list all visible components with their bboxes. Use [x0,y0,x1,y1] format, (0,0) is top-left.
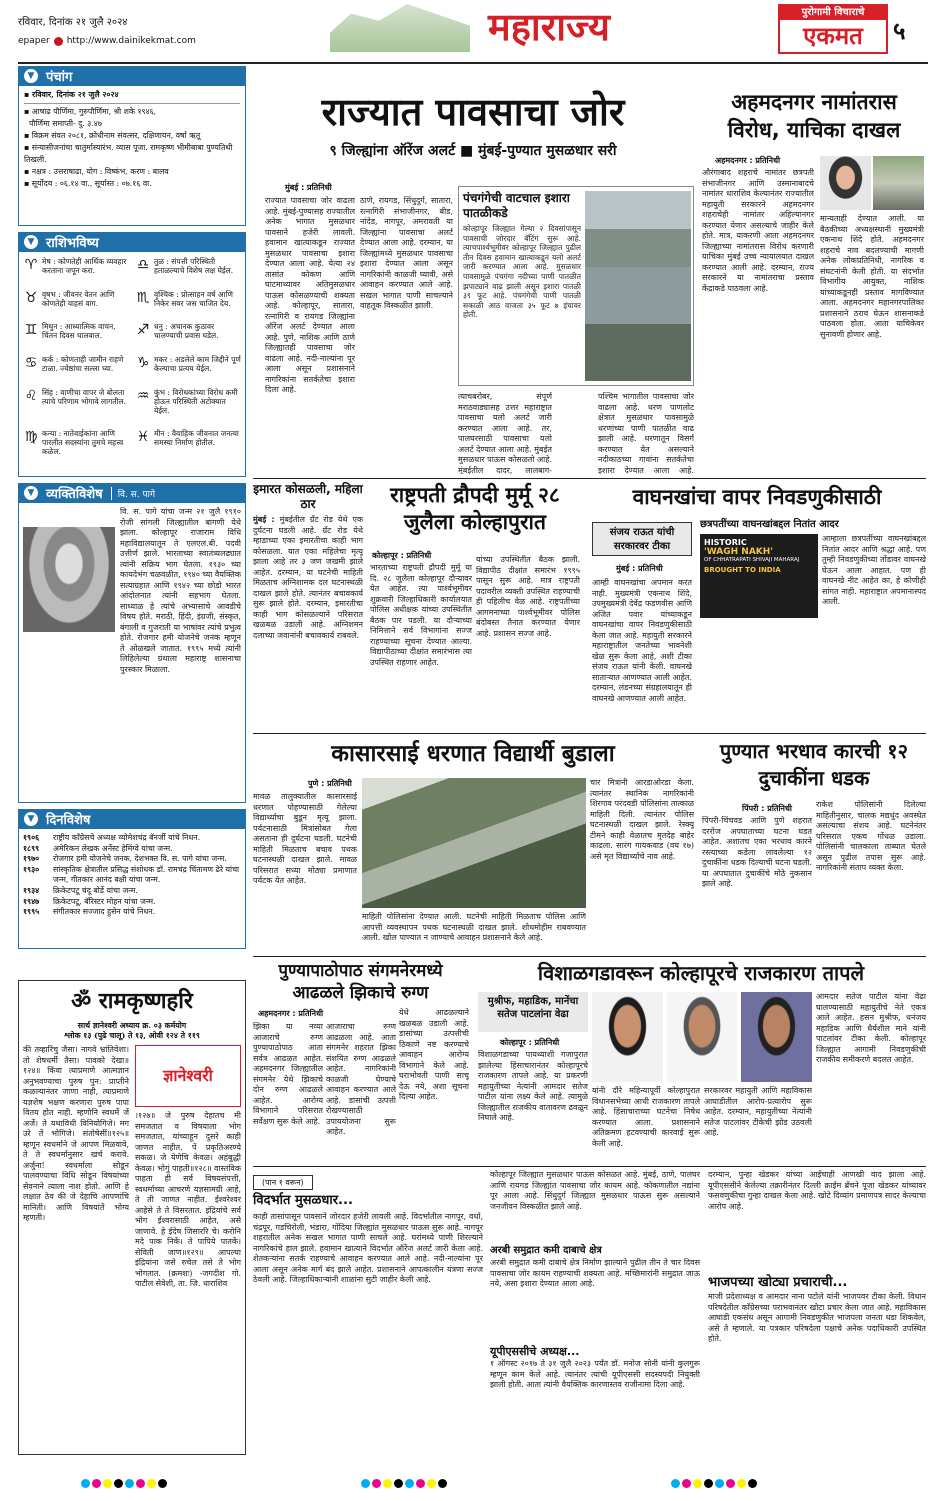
ramkrishnahari-col1: की तव्हारिंचु जैसा। नागवे भ्रांतिवेशा। तो शेषधर्मी तैसा। पावको देखा॥१२४॥ किंवा त्याप्रमाणे आत्मज्ञान अनुभवण्याचा पुरुष पुन: प्राप्तीने कळल्यानंतर जाणा नाही, त्याप्रमाणे यज्ञशेष भक्षण करणारा पुरुष पापा वितय होत नाही. म्हणोनि स्वधर्मे जें अर्जे। ते यथाविधी विनियोगिजे। मग उरे तें भोगिजे। संतोषेसीं॥१२५॥ म्हणून स्वधर्माने जे आपण मिळवावे, ते ते स्वधर्मानुसार खर्च करावे. अर्जुना! स्वधर्माला सोडून पालवण्याचा विधि सोडून विषयांच्या सेवनाने त्याला नाश होतो. आणि हे लक्षात ठेव की जे देहाचि आपणांचि मानिती। आणि विषयांतें भोग्य म्हणती। [23,1045,129,1222]
masthead-date: रविवार, दिनांक २१ जुलै २०२४ [18,17,128,28]
kasarsai-col1: मावळ तालुक्यातील कासारसाई धरणात पोहण्यासाठी गेलेल्या विद्यार्थ्याचा बुडून मृत्यू झाला. पर्यटनासाठी मित्रांसोबत गेला असताना ही दुर्घटना घडली. घटनेची माहिती मिळताच बचाव पथक घटनास्थळी दाखल झाले. मावळ परिसरात सध्या मोठ्या प्रमाणात पर्यटक येत आहेत. [253,792,357,885]
ahmednagar-col3: मान्यताही देण्यात आली. या बैठकीच्या अध्यक्षस्थानी मुख्यमंत्री एकनाथ शिंदे होते. अहमदनगर शहराचे नाव बदलण्याची मागणी अनेक लोकप्रतिनिधी, नागरिक व संघटनांनी केली होती. या संदर्भात विभागीय आयुक्त, नाशिक यांच्याकडूनही प्रस्ताव मागविण्यात आला. अहमदनगर महानगरपालिका प्रशासनाने ठराव घेऊन शासनाकडे पाठवला होता. आता याचिकेवर सुनावणी होणार आहे. [820,214,924,339]
chevron-down-icon: ▼ [24,235,38,249]
building-text: मुंबई : मुंबईतील ग्रँट रोड येथे एक दुर्घटना घडली आहे. ग्रँट रोड येथे म्हाडाच्या एका इमारतीचा काही भाग कोसळला. यात एका महिलेचा मृत्यू झाला आहे तर ३ जण जखमी झाले आहेत. दरम्यान, या घटनेची माहिती मिळताच अग्निशामक दल घटनास्थळी दाखल झाले होते. त्यानंतर बचावकार्य सुरू झाले होते. दरम्यान, इमारतीचा काही भाग कोसळल्याने परिसरात खळबळ उडाली आहे. अग्निशमन दलाच्या जवानांनी बचावकार्य राबवले. [253,515,363,640]
masthead-rule [18,62,928,64]
kasarsai-col2: माहिती पोलिसांना देण्यात आली. घटनेची माहिती मिळताच पोलिस आणि आपत्ती व्यवस्थापन पथक घटनास्थळी दाखल झाले. शोधमोहीम राबवण्यात आली. खोल पाण्यात न जाण्याचे आवाहन प्रशासनाने केले आहे. [362,912,586,942]
konkan-text: कोल्हापूर जिल्ह्यात मुसळधार पाऊस कोसळत आहे. मुंबई, ठाणे, पालघर आणि रायगड जिल्ह्यांत पावसाचा जोर कायम आहे. कोकणातील नद्यांना पूर आला आहे. सिंधुदुर्ग जिल्ह्यात मुसळधार पाऊस सुरू असल्याने जनजीवन विस्कळीत झाले आहे. [490,1170,700,1211]
panchganga-box [458,186,694,386]
rashi-item: ♈ मेष : कोणतेही आर्थिक व्यवहार करताना जपून करा. [24,257,127,275]
website-link[interactable]: http://www.dainikekmat.com [66,36,196,46]
panchang-line: ▪ नक्षत्र : उत्तराषाढा, योग : विष्कंभ, करण : बालव [24,167,169,176]
poster-line: HISTORIC [704,538,747,547]
panchang-line: ▪ विक्रम संवत २०८१, क्रोधीनाम संवत्सर, दक्षिणायन, वर्षा ऋतू [24,131,201,140]
dinvishesh-header [18,809,246,829]
dnyaneshwari-logo: ज्ञानेश्वरी [135,1045,241,1107]
lead-col1b: ठाणे, रायगड, सिंधुदुर्ग, सातारा, रत्नागिरी संभाजीनगर, बीड, नांदेड, नागपूर, अमरावती या जिल्ह्यांना पावसाचा अलर्ट देण्यात आला आहे. दरम्यान, या जिल्ह्यांमध्ये मुसळधार पावसाचा इशारा देण्यात आला असून नागरिकांनी काळजी घ्यावी, असे आवाहन करण्यात आले आहे. सखल भागात पाणी साचल्याने वाहतूक विस्कळीत झाली. [360,196,453,310]
dinvishesh-title: दिनविशेष [46,813,91,828]
section-divider [253,478,926,479]
vyakti-author: वि. स. पागे [111,487,155,500]
vishalgad-byline: कोल्हापूर : प्रतिनिधी [500,1038,560,1047]
panchang-date: ▪ रविवार, दिनांक २१ जुलै २०२४ [24,89,240,104]
ramkrishnahari-subtitle2: श्लोक १३ (पुढे चालू) ते १३, ओवी १२४ ते ११९ [64,1031,200,1040]
rashi-item: ♌ सिंह : वाणीचा वापर जे बोलता त्याचे परिणाम भोगावे लागतील. [24,387,126,406]
waghnakh-headline: वाघनखांचा वापर निवडणुकीसाठी [632,485,882,509]
murmu-byline: कोल्हापूर : प्रतिनिधी [372,551,432,560]
ramkrishnahari-title: ॐ रामकृष्णहरि [71,989,193,1014]
sangamner-col3: येथे आढळल्याने खळबळ उडाली आहे. डासांच्या उत्पत्तीची ठिकाणे नष्ट करण्याचे आवाहन आरोग्य विभागाने केले आहे. घराभोवती पाणी साचू देऊ नये, अशा सूचना दिल्या आहेत. [399,1008,469,1101]
brand-name: एकमत [803,22,863,50]
vishalgad-col3: सरकारवर महायुती आणि महाविकास आघाडीतील आरोप-प्रत्यारोप सुरू आहेत. दरम्यान, महायुतीच्या नेत्यांनी सतेज पाटलांवर टीकेची झोड उठवली आहे. [704,1086,812,1137]
city-sign-photo [873,156,924,210]
panchang-box [18,86,246,226]
murmu-story [370,482,580,536]
politician-photo [741,992,812,1082]
poster-line: BROUGHT TO INDIA [704,566,781,574]
bjp-text: माजी प्रदेशाध्यक्ष व आमदार नाना पटोले यांनी भाजपवर टीका केली. विधान परिषदेतील कॉंग्रेसच्या पराभवानंतर खोटा प्रचार केला जात आहे. महाविकास आघाडी एकसंध असून आगामी निवडणुकीत भाजपला जनता धडा शिकवेल, असे ते म्हणाले. या पत्रकार परिषदेला पक्षाचे अनेक पदाधिकारी उपस्थित होते. [708,1292,926,1343]
ramkrishnahari-subtitle: सार्थ ज्ञानेश्वरी अध्याय क्र. ०३ कर्मयोग [77,1021,187,1030]
section-divider [253,733,926,734]
sangamner-headline: पुण्यापाठोपाठ संगमनेरमध्ये आढळले झिकाचे रुग्ण [278,961,443,1003]
vishalgad-col2: यांनी दौरे महिन्यापूर्वी कोल्हापुरात विधानसभेच्या आधी राजकारण तापले आहे. हिंसाचाराच्या घटनेचा निषेध करण्यात आला. प्रशासनाने अतिक्रमण हटवण्याची कारवाई सुरू केली आहे. [592,1086,700,1148]
vyakti-text: वि. स. पागे यांचा जन्म २१ जुलै १९१० रोजी सांगली जिल्ह्यातील बागणी येथे झाला. कोल्हापूर राजाराम विधि महाविद्यालयातून ते एलएल.बी. पदवी उत्तीर्ण झाले. भारताच्या स्वातंत्र्यलढ्यात त्यांनी सक्रिय भाग घेतला. १९३० च्या कायदेभंग चळवळीत, १९४० च्या वैयक्तिक सत्याग्रहात आणि १९४२ च्या छोडो भारत आंदोलनात त्यांनी सहभाग घेतला. साध्याळ हे त्यांचे अभ्यासाचे आवडीचे विषय होते. मराठी, हिंदी, इंग्रजी, संस्कृत, बंगाली व गुजराती या भाषांवर त्यांचे प्रभुत्व होते. रोजगार हमी योजनेचे जनक म्हणून ते ओळखले जातात. १९९५ मध्ये त्यांनी लिहिलेल्या ग्रंथाला महाराष्ट्र शासनाचा पुरस्कार मिळाला. [120,507,241,674]
poster-line: 'WAGH NAKH' [704,547,774,557]
lead-story [253,88,693,162]
lead-byline: मुंबई : प्रतिनिधी [285,183,332,192]
vidarbha-story [253,1170,483,1455]
flood-photo [585,191,691,381]
poster-line: OF CHHATRAPATI SHIVAJI MAHARAJ [704,557,800,563]
ahmednagar-photos [820,156,924,210]
sangamner-col1: झिका या नव्या आजाराचे रुग्ण पुण्यापाठोपाठ आता सर्वत्र आढळत आहेत. अहमदनगर जिल्ह्यातील संगमनेर येथे झिकाचे दोन रुग्ण आढळले आहेत. आरोग्य विभागाने परिसरात सर्वेक्षण सुरू केले आहे. [253,1022,323,1126]
ahmednagar-byline: अहमदनगर : प्रतिनिधी [715,156,781,165]
virgo-icon: ♍ [24,429,38,446]
dinvishesh-item: १९४७ क्रिकेटपटू, बॅरिस्टर मोहन यांचा जन्म. [23,896,156,906]
chevron-down-icon: ▼ [24,486,38,500]
murmu-col1: भारताच्या राष्ट्रपती द्रौपदी मुर्मू या दि. २८ जुलैला कोल्हापूर दौऱ्यावर येत आहेत. त्या पार्श्वभूमीवर शुक्रवारी जिल्हाधिकारी कार्यालयात पोलिस अधीक्षक यांच्या उपस्थितीत बैठक पार पडली. या दौऱ्याच्या निमित्ताने सर्व विभागांना सज्ज राहण्याच्या सूचना देण्यात आल्या. विद्यापीठाच्या दीक्षांत समारंभास त्या उपस्थित राहणार आहेत. [370,563,472,667]
vyakti-portrait [23,527,115,632]
konkan-story [490,1170,700,1455]
lead-col3: त्याचबरोबर, संपूर्ण मराठवाड्यासह उत्तर महाराष्ट्रात पावसाचा यलो अलर्ट जारी करण्यात आला आहे. तर, पालघरसाठी पावसाचा यलो अलर्ट देण्यात आला आहे. मुंबईत मुसळधार पाऊस कोसळतो आहे. मुंबईतील दादर, लालबाग- [458,392,552,474]
taurus-icon: ♉ [24,289,38,306]
murmu-headline: राष्ट्रपती द्रौपदी मुर्मू २८ जुलैला कोल्हापुरात [390,483,560,534]
panchang-line: ▪ आषाढ पौर्णिमा, गुरुपौर्णिमा, श्री शके १९४६, [24,107,157,116]
waghnakh-subhead: छत्रपतींच्या वाघनखांबद्दल नितांत आदर [700,519,839,530]
vyakti-box [18,503,246,803]
masthead [0,0,945,62]
panchganga-headline: पंचगंगेची वाटचाल इशारा पातळीकडे [463,191,570,220]
konkan-subhead1: अरबी समुद्रात कमी दाबाचे क्षेत्र [490,1245,602,1256]
rashi-item: ♊ मिथुन : आध्यात्मिक वाचन, चिंतन दिवस घालवाल. [24,322,116,341]
vishalgad-photos [592,992,812,1082]
scorpio-icon: ♏ [136,289,150,306]
continued-label: (पान १ वरून) [253,1175,313,1190]
capricorn-icon: ♑ [136,354,150,371]
sagittarius-icon: ♐ [136,322,150,339]
rashi-item: ♏ वृश्चिक : प्रोत्साहन वर्ष आणि निकेर सवर जस चाजित देय. [136,289,233,308]
konkan-sub2-text: १ ऑगस्ट २०१७ ते ३१ जुलै २०२३ पर्यंत डॉ. मनोज सोनी यांनी कुलगुरू म्हणून काम केले आहे. त्यानंतर त्यांची यूपीएससी सदस्यपदी नियुक्ती झाली होती. आता त्यांनी वैयक्तिक कारणास्तव राजीनामा दिला आहे. [490,1359,700,1389]
section-title: महाराज्य [488,5,610,49]
rashi-title: राशिभविष्य [46,236,99,251]
rashi-item: ♓ मीन : वैवाहिक जीवनात जनत्या समस्या निर्माण होतील. [136,429,239,448]
pisces-icon: ♓ [136,429,150,446]
ahmednagar-headline: अहमदनगर नामांतरास विरोध, याचिका दाखल [727,90,901,142]
masthead-url-line [18,36,318,46]
building-collapse-story [253,482,363,728]
ahmednagar-story [702,88,926,144]
waghnakh-col1: आम्ही वाघनखांचा अपमान करत नाही. मुख्यमंत्री एकनाथ शिंदे, उपमुख्यमंत्री देवेंद्र फडणवीस आणि अजित पवार यांच्याकडून वाघनखांचा वापर निवडणुकीसाठी केला जात आहे. महायुती सरकारने महाराष्ट्रातील जनतेच्या भावनेशी खेळ सुरू केला आहे, अशी टीका संजय राऊत यांनी केली. वाघनखे साताऱ्यात आणण्यात आली आहेत. दरम्यान, लंडनच्या संग्रहालयातून ही वाघनखे आणण्यात आली आहेत. [592,578,692,703]
bhardhav-story [702,738,926,792]
bjp-story [708,1170,926,1455]
aries-icon: ♈ [24,257,38,273]
page-number: ५ [893,17,906,45]
epaper-label: epaper [18,36,50,46]
lead-subhead: ९ जिल्ह्यांना ऑरेंज अलर्ट ■ मुंबई-पुण्यात मुसळधार सरी [329,143,617,159]
left-column [18,66,246,949]
chevron-down-icon: ▼ [24,812,38,826]
bhardhav-col2: राकेश पोलिसांनी दिलेल्या माहितीनुसार, चालक मद्यधुंद अवस्थेत असल्याचा संशय आहे. घटनेनंतर परिसरात एकच गोंधळ उडाला. पोलिसांनी चालकाला ताब्यात घेतले असून पुढील तपास सुरू आहे. नागरिकांनी संताप व्यक्त केला. [816,800,926,872]
dam-rescue-photo [362,778,586,908]
waghnakh-poster [700,534,818,618]
politician-photo [820,156,871,210]
maharashtra-map-graphic [330,4,470,52]
gemini-icon: ♊ [24,322,38,339]
panchang-line: पौर्णिमा समाप्ती- दु. ३.४७ [28,119,102,128]
vidarbha-headline: विदर्भात मुसळधार... [253,1193,353,1208]
dinvishesh-item: १९०६ राष्ट्रीय काँग्रेसचे अध्यक्ष व्योमेशचंद्र बॅनर्जी यांचे निधन. [23,833,201,842]
libra-icon: ♎ [136,257,150,273]
kasarsai-byline: पुणे : प्रतिनिधी [308,779,352,788]
konkan-sub1-text: अरबी समुद्रात कमी दाबाचे क्षेत्र निर्माण झाल्याने पुढील तीन ते चार दिवस पावसाचा जोर कायम राहण्याची शक्यता आहे. मच्छिमारांनी समुद्रात जाऊ नये, असा इशारा देण्यात आला आहे. [490,1258,700,1288]
bhardhav-col1: पिंपरी-चिंचवड आणि पुणे शहरात दररोज अपघाताच्या घटना घडत आहेत. अशातच एका भरधाव कारने रस्त्याच्या कडेला लावलेल्या १२ दुचाकींना धडक दिल्याची घटना घडली. या अपघातात दुचाकींचे मोठे नुकसान झाले आहे. [702,816,812,888]
vishalgad-callout: मुश्रीफ, महाडिक, मानेंचा सतेज पाटलांना वेढा [478,992,588,1032]
leo-icon: ♌ [24,387,38,404]
politician-photo [592,992,663,1082]
rashi-item: ♐ धनु : अचानक कुठावर चालण्याची प्रवास घडेल. [136,322,219,341]
dinvishesh-item: १९३० सांस्कृतिक क्षेत्रातील प्रसिद्ध संशोधक डॉ. रामचंद्र चिंतामण ढेरे यांचा जन्म, गीतकार आनंद बक्षी यांचा जन्म. [23,864,240,885]
waghnakh-subhead-wrap [700,518,926,531]
section-divider [253,1166,926,1167]
bhardhav-headline: पुण्यात भरधाव कारची १२ दुचाकींना धडक [719,739,909,790]
dinvishesh-item: १९७० रोजगार हमी योजनेचे जनक, देशभक्त वि. स. पागे यांचा जन्म. [23,854,227,864]
politician-photo [667,992,738,1082]
brand-tagline: पुरोगामी विचाराचे [780,6,886,20]
panchang-title: पंचांग [46,70,73,85]
rashi-item: ♒ कुंभ : विरोधकांच्या विरोध कमी होऊन परिस्थिती अटोक्यात येईल. [136,387,238,415]
kasarsai-headline: कासारसाई धरणात विद्यार्थी बुडाला [331,741,615,767]
panchganga-text: कोल्हापूर जिल्ह्यात गेल्या २ दिवसांपासून पावसाची जोरदार बॅटिंग सुरू आहे. त्याचपार्श्वभूमीवर कोल्हापूर जिल्ह्यात पुढील तीन दिवस हवामान खात्याकडून यलो अलर्ट जारी करण्यात आला आहे. मुसळधार पावसामुळे पंचगंगा नदीच्या पाणी पातळीत झपाट्याने वाढ झाली असून इशारा पातळी ३९ फूट आहे. पंचगंगेची पाणी पातळी सकाळी आठ वाजता ३५ फूट ७ इंचावर होती. [463,224,581,320]
section-divider [253,956,926,957]
vishalgad-story [476,960,926,986]
panchang-line: ▪ सूर्योदय : ०६.१४ वा., सूर्यास्त : ०७.१६ वा. [24,179,152,188]
rashi-item: ♎ तुळ : संपत्ती परिस्थिती हताळल्याचे विशेष लक्ष घेईल. [136,257,234,275]
registration-marks-right [670,1473,758,1492]
lead-col4: पश्चिम भागातील पावसाचा जोर वाढला आहे. धरण पाणलोट क्षेत्रात मुसळधार पावसामुळे धरणांच्या पाणी पातळीत वाढ झाली आहे. धरणातून विसर्ग करण्यात येत असल्याने नदीकाठच्या गावांना सतर्कतेचा इशारा देण्यात आला आहे. [598,392,694,474]
sangamner-col2: आजाराचा रुग्ण आढळला आहे. आता संगमनेर शहरात झिका संशयित रुग्ण आढळले आहेत. नागरिकांनी काळजी घेण्याचे आवाहन करण्यात आले आहे. डासांची उत्पत्ती रोखण्यासाठी उपाययोजना सुरू आहेत. [326,1022,396,1136]
vidarbha-text: काही तासांपासून पावसाने जोरदार हजेरी लावली आहे. विदर्भातील नागपूर, वर्धा, चंद्रपूर, गडचिरोली, भंडारा, गोंदिया जिल्ह्यांत मुसळधार पाऊस सुरू आहे. नागपूर शहरातील अनेक सखल भागात पाणी साचले आहे. घरांमध्ये पाणी शिरल्याने नागरिकांचे हाल झाले. हवामान खात्याने विदर्भात ऑरेंज अलर्ट जारी केला आहे. शेतकऱ्यांना सतर्क राहण्याचे आवाहन करण्यात आले आहे. नदी-नाल्यांना पूर आला असून अनेक मार्ग बंद झाले आहेत. प्रशासनाने आपत्कालीन यंत्रणा सज्ज ठेवली आहे. जिल्हाधिकाऱ्यांनी शाळांना सुटी जाहीर केली आहे. [253,1212,483,1284]
globe-icon [54,37,63,46]
panchang-line: ▪ संन्यासीजनांचा चातुर्मास्यारंभ. व्यास पूजा. रामकृष्ण भीमीबाबा पुण्यतिथी तिखली. [24,143,233,164]
cancer-icon: ♋ [24,354,38,371]
ramkrishnahari-col2: ।१२७॥ जे पुरुष देहातच मी समजतात व विषयाला भोग समजतात, यांच्याहून दुसरे काही जाणत नाहीत. पें प्रकृतिअरण्ये सकळ। जे येणेचि केवळ। अहंबुद्धी केवळ। भोगुं पाहती॥१२८॥ वास्तविक पाहता ही सर्व विषयसंपत्ती, स्वधर्माच्या आचरणे यज्ञसामग्री आहे, ते ती जाणत नाहीत. ईश्वरेश्वर आहेसे ते ते विसरतात. इंद्रियांचे सर्व भोग ईश्वरासाठी आहेत, असे जाणावे. हे ईदेष जिसाररि चे। करोनि मदे पाक निकें। ते पापिये पातकें। सेविती जाण॥१२९॥ आपल्या इंद्रियांना जसे रुचेल तसे ते भोग भोगतात. (क्रमशः) -जगदीश गो. पाटील सेवेशी, ता. जि. धाराशिव [135,1111,241,1288]
ramkrishnahari-box [18,980,246,1455]
dinvishesh-item: १९९५ संगीतकार सज्जाद हुसेन यांचे निधन. [23,907,156,917]
vyakti-header [18,483,246,503]
murmu-col2: यांच्या उपस्थितीत बैठक झाली. विद्यापीठ दीक्षांत समारंभ १९९५ पासून सुरू आहे. मात्र राष्ट्रपती पदावरील व्यक्ती उपस्थित राहण्याची ही पहिलीच वेळ आहे. राष्ट्रपतींच्या आगमनाच्या पार्श्वभूमीवर पोलिस बंदोबस्त तैनात करण्यात येणार आहे. प्रशासन सज्ज आहे. [476,555,580,638]
bjp-headline: भाजपच्या खोट्या प्रचाराची... [708,1275,848,1290]
kasarsai-col3: चार मित्रांनी आरडाओरडा केला. त्यानंतर स्थानिक नागरिकांनी शिरगाव परंदवडी पोलिसांना तात्काळ माहिती दिली. त्यानंतर पोलिस घटनास्थळी दाखल झाले. रेस्क्यू टीमने काही वेळातच मृतदेह बाहेर काढला. सारंग गायकवाड (वय १७) असे मृत विद्यार्थ्याचे नाव आहे. [590,778,694,861]
ahmednagar-col1: औरंगाबाद शहराचे नामांतर छत्रपती संभाजीनगर आणि उस्मानाबादचे नामांतर धाराशिव केल्यानंतर राज्यातील महायुती सरकारने अहमदनगर शहराचेही नामांतर अहिल्यानगर करण्यात येणार असल्याचे जाहीर केले होते. मात्र, याकरणी आता अहमदनगर जिल्ह्याच्या नामांतरास विरोध करणारी याचिका मुंबई उच्च न्यायालयात दाखल करण्यात आली आहे. दरम्यान, राज्य सरकारने या नामांतराचा प्रस्ताव केंद्राकडे पाठवला आहे. [702,168,814,293]
rashi-box [18,252,246,477]
vishalgad-col4: आमदार सतेज पाटील यांना वेढा घालण्यासाठी महायुतीचे नेते एकत्र आले आहेत. हसन मुश्रीफ, धनंजय महाडिक आणि धैर्यशील माने यांनी पाटलांवर टीका केली. कोल्हापूर जिल्ह्यात आगामी निवडणुकीची राजकीय समीकरणे बदलत आहेत. [816,992,926,1064]
vyakti-title: व्यक्तिविशेष [46,487,103,502]
sangamner-story [253,960,468,1004]
lead-headline: राज्यात पावसाचा जोर [321,90,625,134]
registration-marks-left [80,1473,168,1492]
konkan-subhead2: यूपीएससीचे अध्यक्ष... [490,1345,580,1358]
waghnakh-sub-text: आम्हाला छत्रपतींच्या वाघनखांबद्दल नितांत आदर आणि श्रद्धा आहे. पण तुम्ही निवडणुकीच्या तोंडावर वाघनखे घेऊन आला आहात. पण ही वाघनखे नीट आहेत का, हे कोणीही सांगत नाही. महाराष्ट्रात अपमानास्पद आली. [822,534,926,606]
vishalgad-headline: विशाळगडावरून कोल्हापूरचे राजकारण तापले [537,961,865,985]
waghnakh-byline: मुंबई : प्रतिनिधी [616,564,663,573]
building-headline: इमारत कोसळली, महिला ठार [253,482,363,511]
brand-logo [778,4,888,54]
rashi-item: ♋ कर्क : कोणताही जामीन राहणे टाळा. ज्येष्ठांचा सल्ला घ्या. [24,354,124,373]
waghnakh-story [588,482,926,512]
waghnakh-col2 [700,622,926,728]
dinvishesh-box [18,829,246,949]
bhardhav-byline: पिंपरी : प्रतिनिधी [742,804,792,813]
rashi-item: ♑ मकर : अडलेले काम जिद्दीने पूर्ण केल्याचा प्रत्यय येईल. [136,354,241,373]
rashi-item: ♉ वृषभ : जीवनर वेतन आणि कोणतेही याहसं वाग. [24,289,115,308]
rashi-item: ♍ कन्या : नातेवाईकांना आणि पारलीत सदस्यांना तुमचे महत्त्व कळेल. [24,429,124,457]
sangamner-byline: अहमदनगर : प्रतिनिधी [258,1009,324,1018]
dinvishesh-item: १९३४ क्रिकेटपटू चंदू बोर्डे यांचा जन्म. [23,885,138,895]
vishalgad-col1: विशाळगडाच्या पायथ्याशी गजापुरात झालेल्या हिंसाचारानंतर कोल्हापूरचे राजकारण तापले आहे. या प्रकरणी महायुतीच्या नेत्यांनी आमदार सतेज पाटील यांना लक्ष्य केले आहे. त्यामुळे जिल्ह्यातील राजकीय वातावरण ढवळून निघाले आहे. [478,1050,588,1122]
rashi-header [18,232,246,252]
panchang-header [18,66,246,86]
chevron-down-icon: ▼ [24,69,38,83]
lead-col1: राज्यात पावसाचा जोर वाढला आहे. मुंबई-पुण्यासह राज्यातील अनेक भागात मुसळधार पावसाने हजेरी लावली. हवामान खात्याकडून राज्यात मुसळधार पावसाचा इशारा देण्यात आला आहे. येत्या २४ तासांत कोकण आणि घाटमाथ्यावर अतिमुसळधार पाऊस कोसळण्याची शक्यता आहे. कोल्हापूर, सातारा, रत्नागिरी व रायगड जिल्ह्यांना ऑरेंज अलर्ट देण्यात आला आहे. पुणे, नाशिक आणि ठाणे जिल्ह्यातही पावसाचा जोर वाढला आहे. नदी-नाल्यांना पूर आला असून प्रशासनाने नागरिकांना सतर्कतेचा इशारा दिला आहे. [265,196,355,394]
waghnakh-callout: संजय राऊत यांची सरकारवर टीका [592,522,692,556]
dinvishesh-item: १८९९ अमेरिकन लेखक अर्नेस्ट हेमिंग्वे यांचा जन्म. [23,843,173,853]
aquarius-icon: ♒ [136,387,150,404]
khedkar-text: दरम्यान, पुन्हा खेडकर यांच्या आईचाही आणखी वाद झाला आहे. यूपीएससीने केलेल्या तक्रारीनंतर दिल्ली क्राईम ब्रँचने पूजा खेडकर यांच्यावर फसवणुकीचा गुन्हा दाखल केला आहे. खोटे दिव्यांग प्रमाणपत्र सादर केल्याचा आरोप आहे. [708,1170,926,1211]
kasarsai-story [253,738,693,770]
registration-marks-center [360,1473,448,1492]
